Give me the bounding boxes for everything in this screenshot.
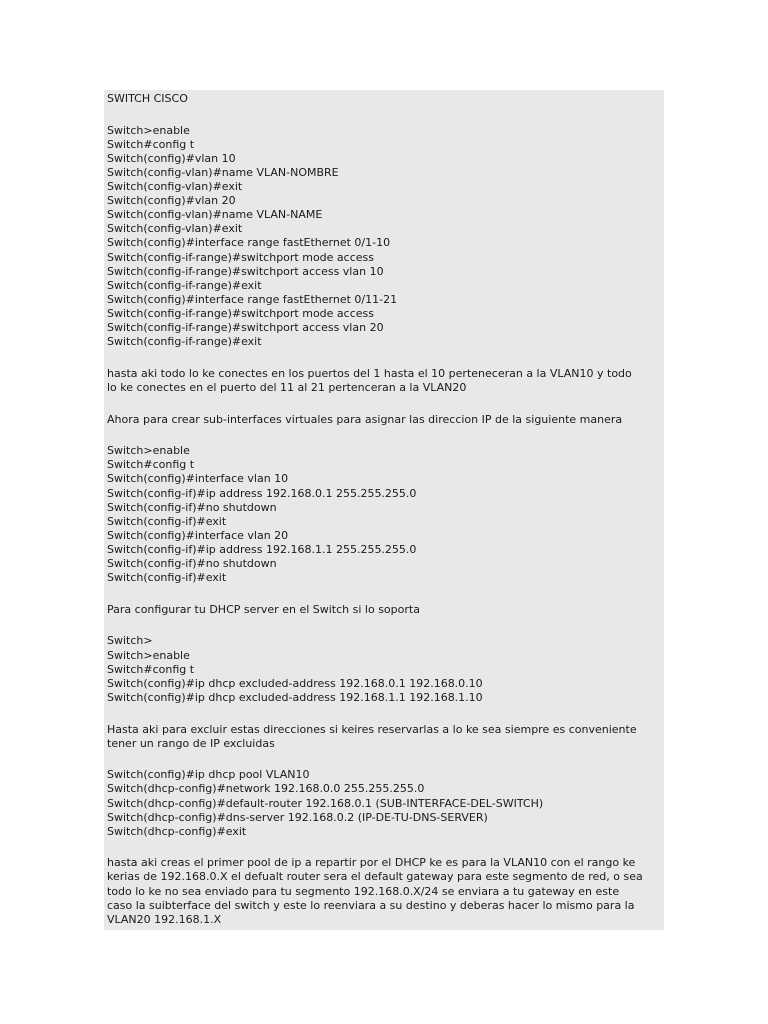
command-line: Switch(config-if-range)#exit [107,335,262,349]
command-line: Switch> [107,634,153,648]
command-line: Switch(config-if)#ip address 192.168.0.1 255.255.255.0 [107,486,417,500]
paragraph-line: kerias de 192.168.0.X el defualt router sera el default gateway para este segmento de red, o sea [107,870,643,884]
command-line: Switch(config-vlan)#name VLAN-NAME [107,208,323,222]
command-line: Switch(dhcp-config)#default-router 192.168.0.1 (SUB-INTERFACE-DEL-SWITCH) [107,796,544,810]
paragraph-subinterfaces: Ahora para crear sub-interfaces virtuales para asignar las direccion IP de la siguiente manera [107,412,623,426]
spacer [107,585,661,603]
paragraph-line: hasta aki todo lo ke conectes en los puertos del 1 hasta el 10 perteneceran a la VLAN10 y todo [107,366,632,380]
spacer [107,395,661,413]
command-line: Switch(config-vlan)#exit [107,180,243,194]
paragraph-line: Hasta aki para excluir estas direcciones si keires reservarlas a lo ke sea siempre es conveniente [107,722,637,736]
command-line: Switch(config)#vlan 20 [107,194,236,208]
command-line: Switch(config-if)#no shutdown [107,557,277,570]
command-line: Switch(config-if)#ip address 192.168.1.1 255.255.255.0 [107,542,417,556]
paragraph-line: caso la suibterface del switch y este lo reenviara a su destino y deberas hacer lo mismo para la [107,898,635,912]
command-line: Switch(config)#interface range fastEthernet 0/11-21 [107,292,398,306]
command-line: Switch(config-if-range)#switchport access vlan 20 [107,321,384,334]
paragraph-exclusion-explanation [107,723,661,751]
command-line: Switch(dhcp-config)#dns-server 192.168.0.2 (IP-DE-TU-DNS-SERVER) [107,810,488,824]
paragraph-vlan-explanation [107,367,661,395]
paragraph-line: hasta aki creas el primer pool de ip a repartir por el DHCP ke es para la VLAN10 con el rango ke [107,856,636,870]
command-line: Switch(dhcp-config)#exit [107,824,247,838]
command-line: Switch(dhcp-config)#network 192.168.0.0 255.255.255.0 [107,782,425,796]
command-block-vlan [107,124,661,350]
paragraph-pool-explanation [107,856,661,926]
command-line: Switch(config-if-range)#exit [107,278,262,292]
spacer [107,705,661,723]
command-line: Switch(config-if-range)#switchport mode access [107,306,374,320]
command-line: Switch(config)#vlan 10 [107,151,236,165]
spacer [107,106,661,124]
command-line: Switch>enable [107,123,190,137]
command-line: Switch(config)#interface range fastEthernet 0/1-10 [107,236,391,250]
paragraph-line: VLAN20 192.168.1.X [107,912,222,926]
command-line: Switch(config-if)#no shutdown [107,500,277,514]
command-line: Switch>enable [107,648,190,662]
command-line: Switch(config-if)#exit [107,571,227,585]
command-line: Switch(config)#interface vlan 20 [107,528,289,542]
paragraph-line: lo ke conectes en el puerto del 11 al 21 pertenceran a la VLAN20 [107,380,467,394]
spacer [107,617,661,635]
command-line: Switch(config)#ip dhcp excluded-address 192.168.0.1 192.168.0.10 [107,676,483,690]
spacer [107,839,661,857]
command-line: Switch(config-vlan)#name VLAN-NOMBRE [107,165,339,179]
paragraph-line: tener un rango de IP excluidas [107,736,275,750]
paragraph-dhcp-intro: Para configurar tu DHCP server en el Switch si lo soporta [107,602,420,616]
command-line: Switch(config)#interface vlan 10 [107,472,289,486]
command-line: Switch(config-if-range)#switchport access vlan 10 [107,264,384,278]
command-line: Switch#config t [107,137,195,151]
command-line: Switch>enable [107,444,190,458]
command-block-dhcp-excluded [107,634,661,704]
spacer [107,349,661,367]
command-line: Switch(config)#ip dhcp pool VLAN10 [107,768,310,782]
command-line: Switch(config)#ip dhcp excluded-address 192.168.1.1 192.168.1.10 [107,690,483,704]
command-block-dhcp-pool [107,768,661,838]
spacer [107,427,661,445]
command-block-interfaces [107,444,661,585]
spacer [107,751,661,769]
command-line: Switch(config-vlan)#exit [107,222,243,236]
document-title: SWITCH CISCO [107,92,188,105]
document-page [104,90,664,930]
command-line: Switch#config t [107,458,195,472]
command-line: Switch#config t [107,662,195,676]
command-line: Switch(config-if-range)#switchport mode access [107,250,374,264]
paragraph-line: todo lo ke no sea enviado para tu segmento 192.168.0.X/24 se enviara a tu gateway en este [107,884,620,898]
command-line: Switch(config-if)#exit [107,514,227,528]
